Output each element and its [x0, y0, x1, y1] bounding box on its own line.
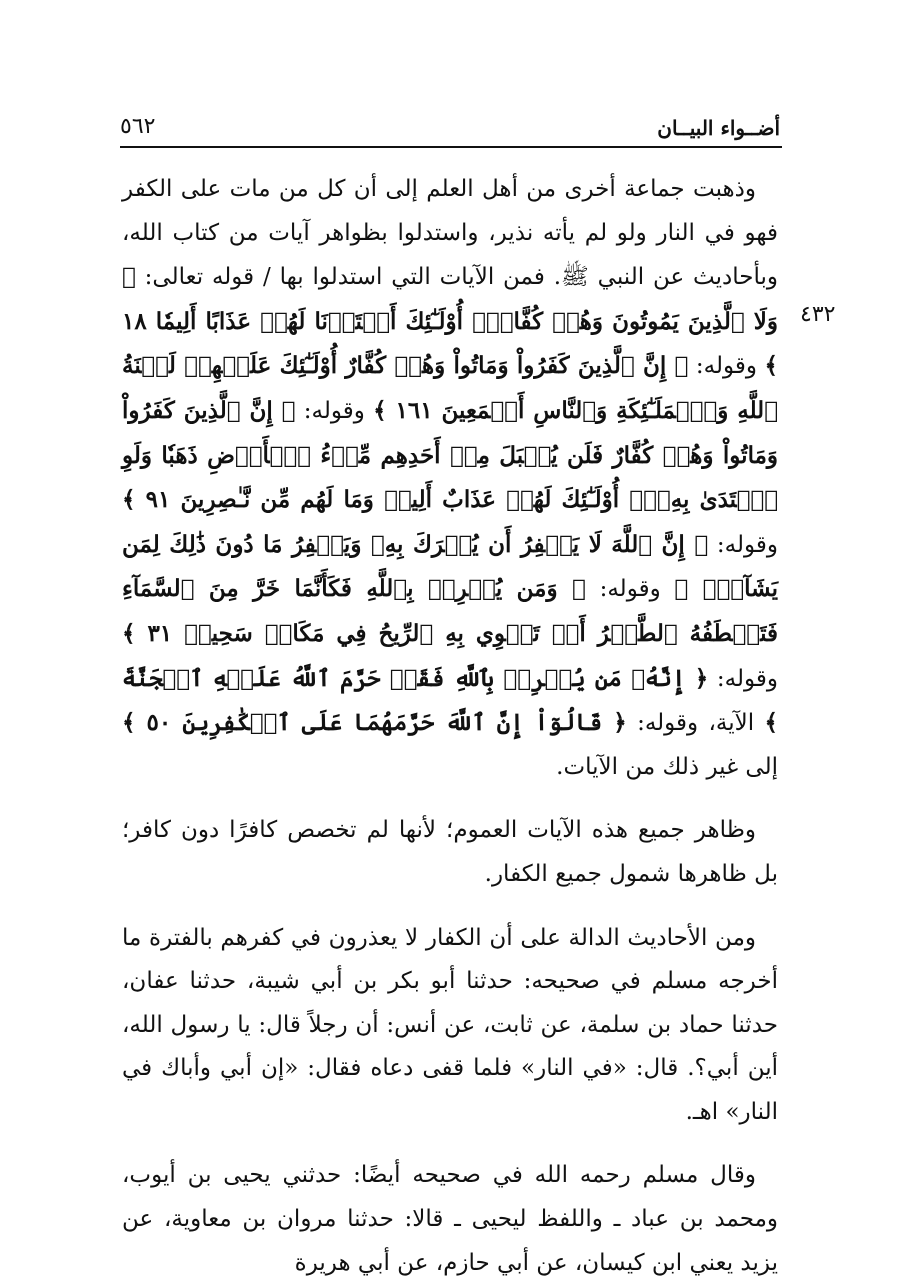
paragraph-generality	[122, 809, 778, 896]
quran-verse: ﴿ إِنَّهُۥ مَن يُشۡرِكۡ بِٱللَّهِ فَقَدۡ حَرَّمَ ٱللَّهُ عَلَيۡهِ ٱلۡجَنَّةَ ﴾	[122, 664, 779, 737]
paragraph-verses	[122, 168, 778, 789]
header-rule	[120, 146, 782, 148]
page-header	[120, 112, 780, 146]
text-segment: ومن الأحاديث الدالة على أن الكفار لا يعذرون في كفرهم بالفترة ما أخرجه مسلم في صحيحه: حدثنا أبو بكر بن أبي شيبة، حدثنا عفان، حدثنا حماد بن سلمة، عن ثابت، عن أنس: أن رجلاً قال: يا رسول الله، أين أبي؟. قال: «في النار» فلما قفى دعاه فقال: «إن أبي وأباك في النار» اهـ.	[122, 924, 778, 1125]
quran-verse: ﴿ وَلَا ٱلَّذِينَ يَمُوتُونَ وَهُمۡ كُفَّارٌۚ أُوْلَـٰٓئِكَ أَعۡتَدۡنَا لَهُمۡ عَذَابًا أَلِيمٗا ١٨ ﴾	[122, 263, 778, 380]
text-segment: إلى غير ذلك من الآيات.	[556, 753, 778, 780]
paragraph-hadith-anas	[122, 917, 778, 1135]
text-segment: وقال مسلم رحمه الله في صحيحه أيضًا: حدثني يحيى بن أيوب، ومحمد بن عباد ـ واللفظ ليحيى ـ قالا: حدثنا مروان بن معاوية، عن يزيد يعني ابن كيسان، عن أبي حازم، عن أبي هريرة	[122, 1162, 778, 1276]
text-segment: وقوله:	[688, 353, 765, 380]
text-segment: وظاهر جميع هذه الآيات العموم؛ لأنها لم تخصص كافرًا دون كافر؛ بل ظاهرها شمول جميع الكفار.	[122, 817, 778, 887]
quran-verse: ﴿ إِنَّ ٱلَّذِينَ كَفَرُواْ وَمَاتُواْ وَهُمۡ كُفَّارٌ فَلَن يُقۡبَلَ مِنۡ أَحَدِهِم مِّلۡءُ ٱلۡأَرۡضِ ذَهَبٗا وَلَوِ ٱفۡتَدَىٰ بِهِۦٓۗ أُوْلَـٰٓئِكَ لَهُمۡ عَذَابٌ أَلِيمٞ وَمَا لَهُم مِّن نَّـٰصِرِينَ ٩١ ﴾	[122, 396, 779, 514]
page-body	[122, 168, 778, 1285]
text-segment: وقوله:	[708, 665, 778, 692]
text-segment: وقوله:	[708, 531, 778, 558]
quran-verse: ﴿ إِنَّ ٱلَّذِينَ كَفَرُواْ وَمَاتُواْ وَهُمۡ كُفَّارٌ أُوْلَـٰٓئِكَ عَلَيۡهِمۡ لَعۡنَةُ ٱللَّهِ وَٱلۡمَلَـٰٓئِكَةِ وَٱلنَّاسِ أَجۡمَعِينَ ١٦١ ﴾	[122, 352, 778, 424]
text-segment: وقوله:	[295, 397, 374, 424]
paragraph-hadith-abu-hurayra	[122, 1154, 778, 1285]
quran-verse: ﴿ قَالُوٓاْ إِنَّ ٱللَّهَ حَرَّمَهُمَا عَلَى ٱلۡكَٰفِرِينَ ٥٠ ﴾	[122, 709, 627, 737]
text-segment: الآية، وقوله:	[626, 710, 765, 737]
quran-verse: ﴿ وَمَن يُشۡرِكۡ بِٱللَّهِ فَكَأَنَّمَا خَرَّ مِنَ ٱلسَّمَآءِ فَتَخۡطَفُهُ ٱلطَّيۡرُ أَوۡ تَهۡوِي بِهِ ٱلرِّيحُ فِي مَكَانٖ سَحِيقٖ ٣١ ﴾	[122, 575, 779, 647]
margin-page-reference: ٤٣٢	[800, 302, 836, 327]
quran-verse: ﴿ إِنَّ ٱللَّهَ لَا يَغۡفِرُ أَن يُشۡرَكَ بِهِۦ وَيَغۡفِرُ مَا دُونَ ذَٰلِكَ لِمَن يَشَآءُۚ ﴾	[122, 530, 778, 603]
page-number: ٥٦٢	[120, 114, 156, 139]
text-segment: وذهبت جماعة أخرى من أهل العلم إلى أن كل من مات على الكفر فهو في النار ولو لم يأته نذير، واستدلوا بظواهر آيات من كتاب الله، وبأحاديث عن النبي ﷺ. فمن الآيات التي استدلوا بها / قوله تعالى:	[122, 176, 778, 291]
text-segment: وقوله:	[585, 576, 675, 603]
book-title: أضــواء البيــان	[657, 116, 780, 140]
